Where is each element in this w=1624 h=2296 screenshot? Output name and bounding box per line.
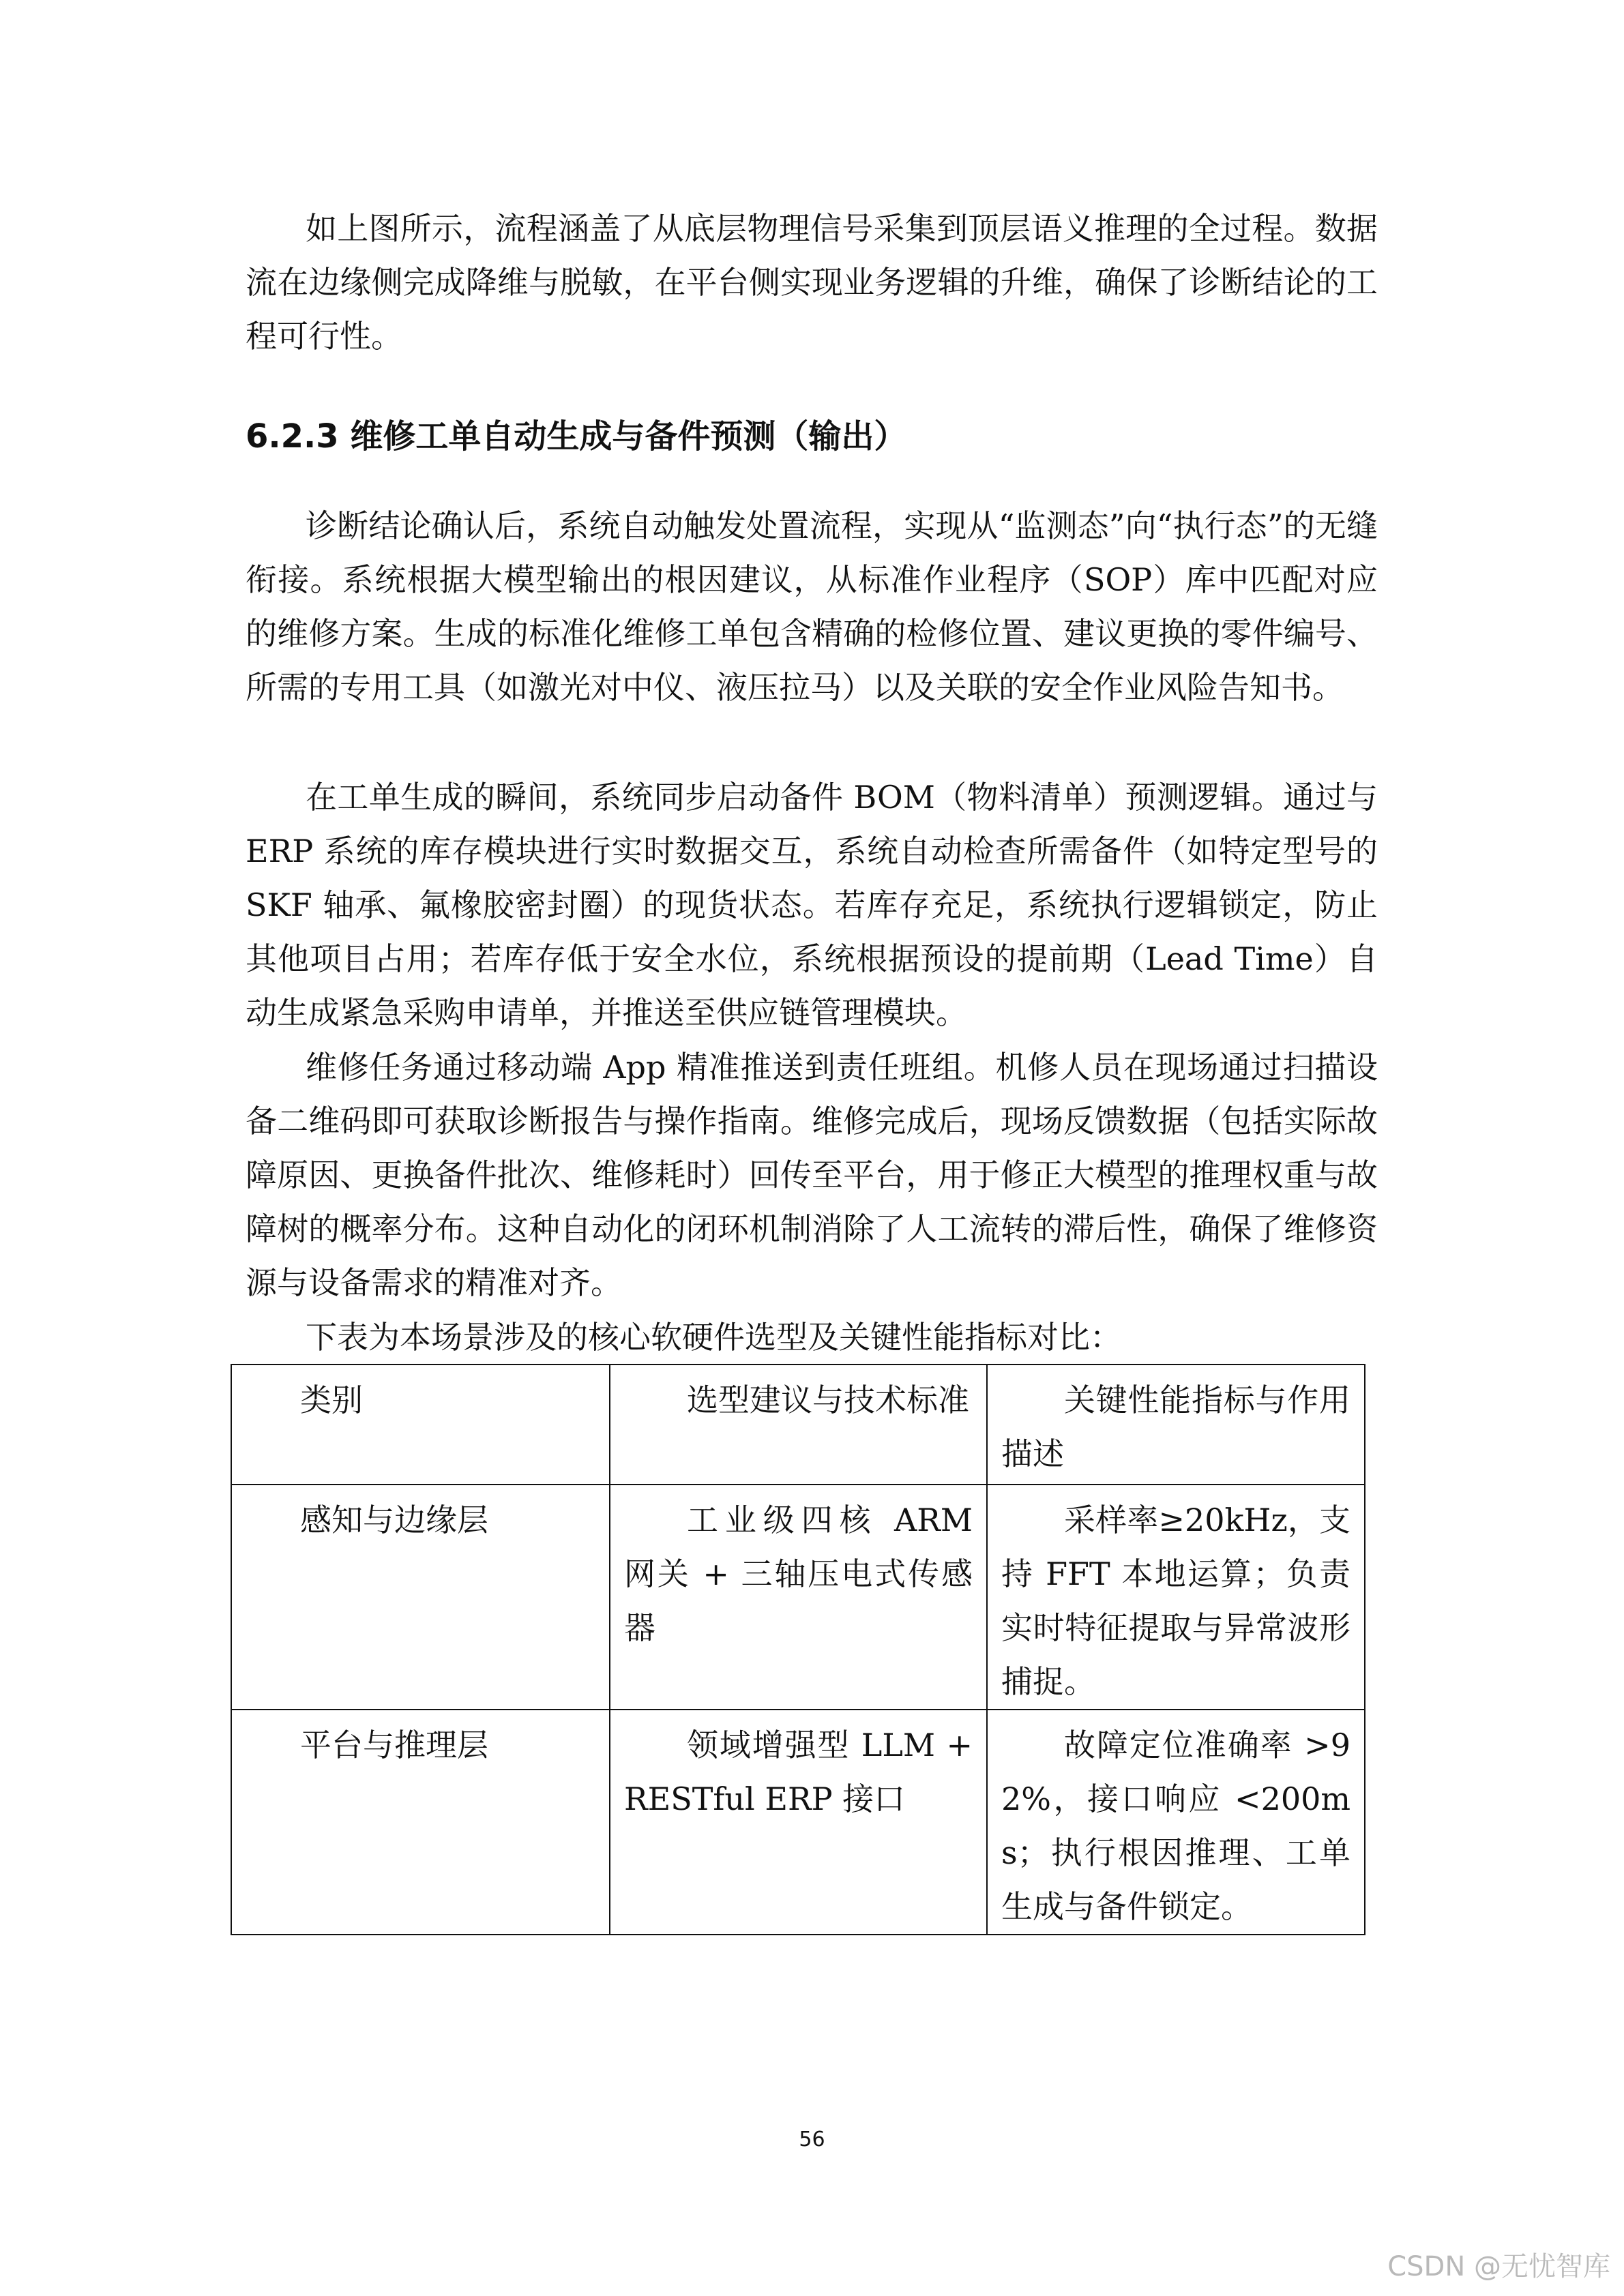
table-header-text: 选型建议与技术标准 — [687, 1382, 969, 1418]
table-cell-metrics — [987, 1710, 1365, 1935]
table-header-cell — [987, 1365, 1365, 1485]
paragraph-intro: 如上图所示，流程涵盖了从底层物理信号采集到顶层语义推理的全过程。数据流在边缘侧完成降维与脱敏，在平台侧实现业务逻辑的升维，确保了诊断结论的工程可行性。 — [246, 210, 1378, 355]
table-cell-category: 感知与边缘层 — [231, 1485, 610, 1710]
paragraph-table-intro: 下表为本场景涉及的核心软硬件选型及关键性能指标对比： — [306, 1319, 1121, 1356]
table-cell-selection — [610, 1485, 987, 1710]
paragraph-bom: 在工单生成的瞬间，系统同步启动备件 BOM（物料清单）预测逻辑。通过与 ERP 系统的库存模块进行实时数据交互，系统自动检查所需备件（如特定型号的 SKF 轴承、氟橡胶密封圈）的现货状态。若库存充足，系统执行逻辑锁定，防止其他项目占用；若库存低于安全水位，系统根据预设的提前期（Lead Time）自动生成紧急采购申请单，并推送至供应链管理模块。 — [246, 779, 1378, 1031]
table-cell-text: 领域增强型 LLM + RESTful ERP 接口 — [624, 1727, 973, 1817]
paragraph-workorder: 诊断结论确认后，系统自动触发处置流程，实现从“监测态”向“执行态”的无缝衔接。系统根据大模型输出的根因建议，从标准作业程序（SOP）库中匹配对应的维修方案。生成的标准化维修工单包含精确的检修位置、建议更换的零件编号、所需的专用工具（如激光对中仪、液压拉马）以及关联的安全作业风险告知书。 — [246, 507, 1378, 706]
table-header-cell — [610, 1365, 987, 1485]
table-row — [231, 1485, 1365, 1710]
table-row — [231, 1710, 1365, 1935]
section-heading: 6.2.3 维修工单自动生成与备件预测（输出） — [246, 417, 907, 456]
table-cell-metrics — [987, 1485, 1365, 1710]
table-cell-text: 故障定位准确率 >92%，接口响应 <200ms；执行根因推理、工单生成与备件锁定。 — [1001, 1727, 1350, 1925]
page-number: 56 — [799, 2128, 825, 2151]
table-cell-category: 平台与推理层 — [231, 1710, 610, 1935]
table-header-text: 关键性能指标与作用描述 — [1001, 1382, 1350, 1472]
table-header-cell: 类别 — [231, 1365, 610, 1485]
paragraph-mobile: 维修任务通过移动端 App 精准推送到责任班组。机修人员在现场通过扫描设备二维码即可获取诊断报告与操作指南。维修完成后，现场反馈数据（包括实际故障原因、更换备件批次、维修耗时）回传至平台，用于修正大模型的推理权重与故障树的概率分布。这种自动化的闭环机制消除了人工流转的滞后性，确保了维修资源与设备需求的精准对齐。 — [246, 1049, 1378, 1301]
table-cell-text: 采样率≥20kHz，支持 FFT 本地运算；负责实时特征提取与异常波形捕捉。 — [1001, 1502, 1350, 1700]
table-cell-selection — [610, 1710, 987, 1935]
spec-table — [231, 1364, 1365, 1935]
watermark: CSDN @无忧智库 — [1387, 2251, 1610, 2282]
table-cell-text: 工业级四核 ARM 网关 + 三轴压电式传感器 — [624, 1502, 973, 1646]
table-header-row — [231, 1365, 1365, 1485]
